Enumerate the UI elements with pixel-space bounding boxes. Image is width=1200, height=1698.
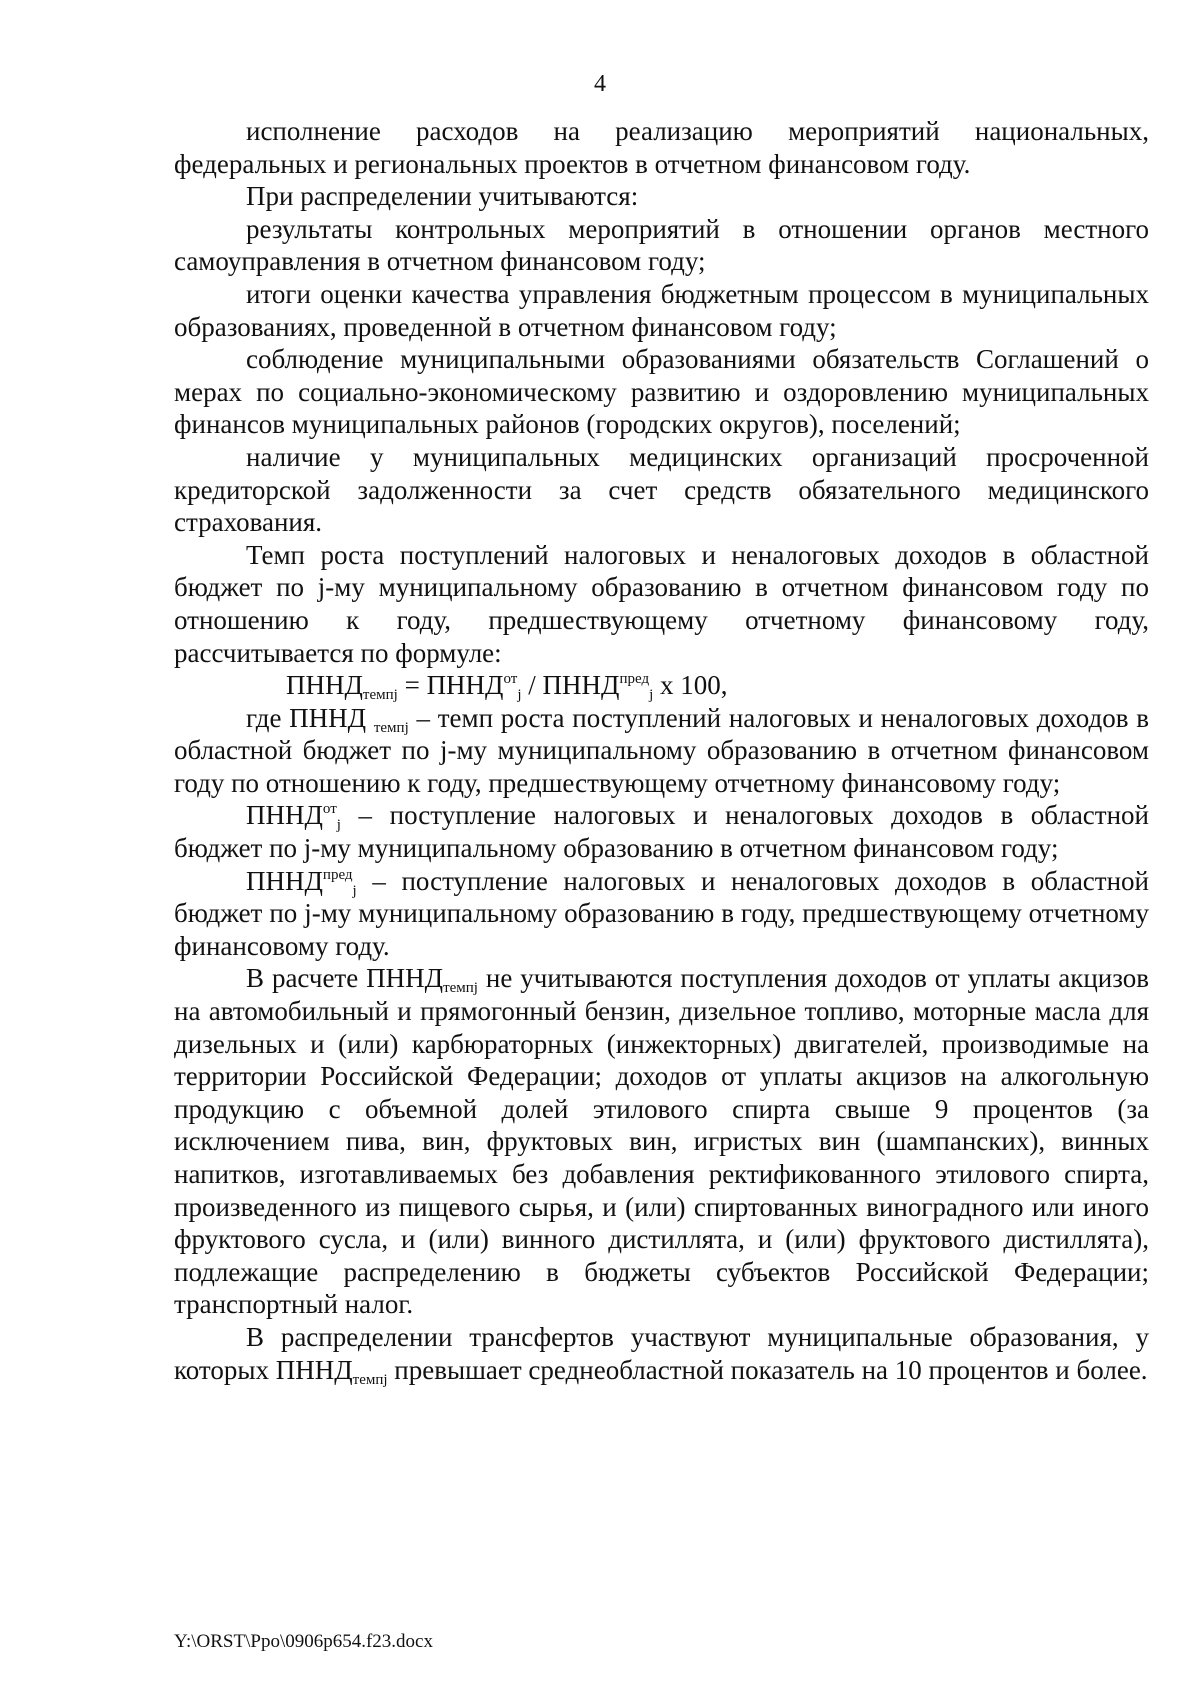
paragraph-subscript: темпj <box>352 1371 388 1388</box>
paragraph: итоги оценки качества управления бюджетным процессом в муниципальных образованиях, проведенной в отчетном финансовом году; <box>174 278 1149 342</box>
definition-subscript: темпj <box>373 719 409 736</box>
formula-equals: = <box>397 670 427 701</box>
formula-term: ПННД <box>426 670 504 701</box>
definition-text: – поступление налоговых и неналоговых доходов в областной бюджет по j-му муниципальному образованию в отчетном финансовом году; <box>174 800 1149 864</box>
document-body <box>174 115 1149 1386</box>
formula <box>174 669 1149 702</box>
final-paragraph <box>174 1321 1149 1386</box>
excise-paragraph <box>174 962 1149 1321</box>
paragraph-text: превышает среднеобластной показатель на 10 процентов и более. <box>387 1354 1148 1385</box>
definition-subscript: j <box>352 882 357 899</box>
paragraph: наличие у муниципальных медицинских организаций просроченной кредиторской задолженности за счет средств обязательного медицинского страхования. <box>174 441 1149 538</box>
definition-paragraph <box>174 865 1149 963</box>
paragraph: При распределении учитываются: <box>246 181 639 212</box>
formula-divide: / <box>521 670 543 701</box>
paragraph-lead: В расчете ПННД <box>246 963 444 994</box>
paragraph: результаты контрольных мероприятий в отношении органов местного самоуправления в отчетном финансовом году; <box>174 213 1149 277</box>
paragraph: исполнение расходов на реализацию мероприятий национальных, федеральных и региональных проектов в отчетном финансовом году. <box>174 116 1149 179</box>
definition-superscript: пред <box>322 866 353 883</box>
definition-term: ПННД <box>246 865 323 896</box>
formula-superscript: от <box>503 671 518 688</box>
definition-term: ПННД <box>246 800 323 831</box>
definition-superscript: от <box>322 801 337 818</box>
formula-subscript: темпj <box>362 687 398 704</box>
formula-subscript: j <box>517 687 522 704</box>
definition-paragraph <box>174 702 1149 800</box>
definition-term: где ПННД <box>246 702 374 733</box>
page-number: 4 <box>594 71 606 97</box>
formula-subscript: j <box>649 687 654 704</box>
formula-multiplier: х 100, <box>653 670 728 701</box>
formula-superscript: пред <box>619 671 650 688</box>
definition-paragraph <box>174 799 1149 864</box>
formula-term: ПННД <box>286 670 363 701</box>
definition-text: – поступление налоговых и неналоговых доходов в областной бюджет по j-му муниципальному образованию в году, предшествующему отчетному финансовому году. <box>174 865 1149 961</box>
footer-file-path: Y:\ORST\Ppo\0906p654.f23.docx <box>174 1631 433 1652</box>
paragraph: соблюдение муниципальными образованиями обязательств Соглашений о мерах по социально-экономическому развитию и оздоровлению муниципальных финансов муниципальных районов (городских округов), поселений; <box>174 344 1149 440</box>
paragraph-subscript: темпj <box>443 980 478 997</box>
formula-term: ПННД <box>542 670 620 701</box>
paragraph: Темп роста поступлений налоговых и неналоговых доходов в областной бюджет по j-му муниципальному образованию в отчетном финансовом году по отношению к году, предшествующему отчетному финансовому году, рассчитывается по формуле: <box>174 539 1149 668</box>
definition-text: – темп роста поступлений налоговых и неналоговых доходов в областной бюджет по j-му муниципальному образованию в отчетном финансовом году по отношению к году, предшествующему отчетному финансовому году; <box>174 702 1149 798</box>
paragraph-text: не учитываются поступления доходов от уплаты акцизов на автомобильный и прямогонный бензин, дизельное топливо, моторные масла для дизельных и (или) карбюраторных (инжекторных) двигателей, производимые на территории Российской Федерации; доходов от уплаты акцизов на алкогольную продукцию с объемной долей этилового спирта свыше 9 процентов (за исключением пива, вин, фруктовых вин, игристых вин (шампанских), винных напитков, изготавливаемых без добавления ректификованного этилового спирта, произведенного из пищевого сырья, и (или) спиртованных виноградного или иного фруктового сусла, и (или) винного дистиллята, и (или) фруктового дистиллята), подлежащие распределению в бюджеты субъектов Российской Федерации; транспортный налог. <box>174 963 1149 1320</box>
definition-subscript: j <box>336 817 341 834</box>
paragraph-lead: В распределении трансфертов участвуют муниципальные образования, у которых ПННД <box>174 1321 1149 1385</box>
